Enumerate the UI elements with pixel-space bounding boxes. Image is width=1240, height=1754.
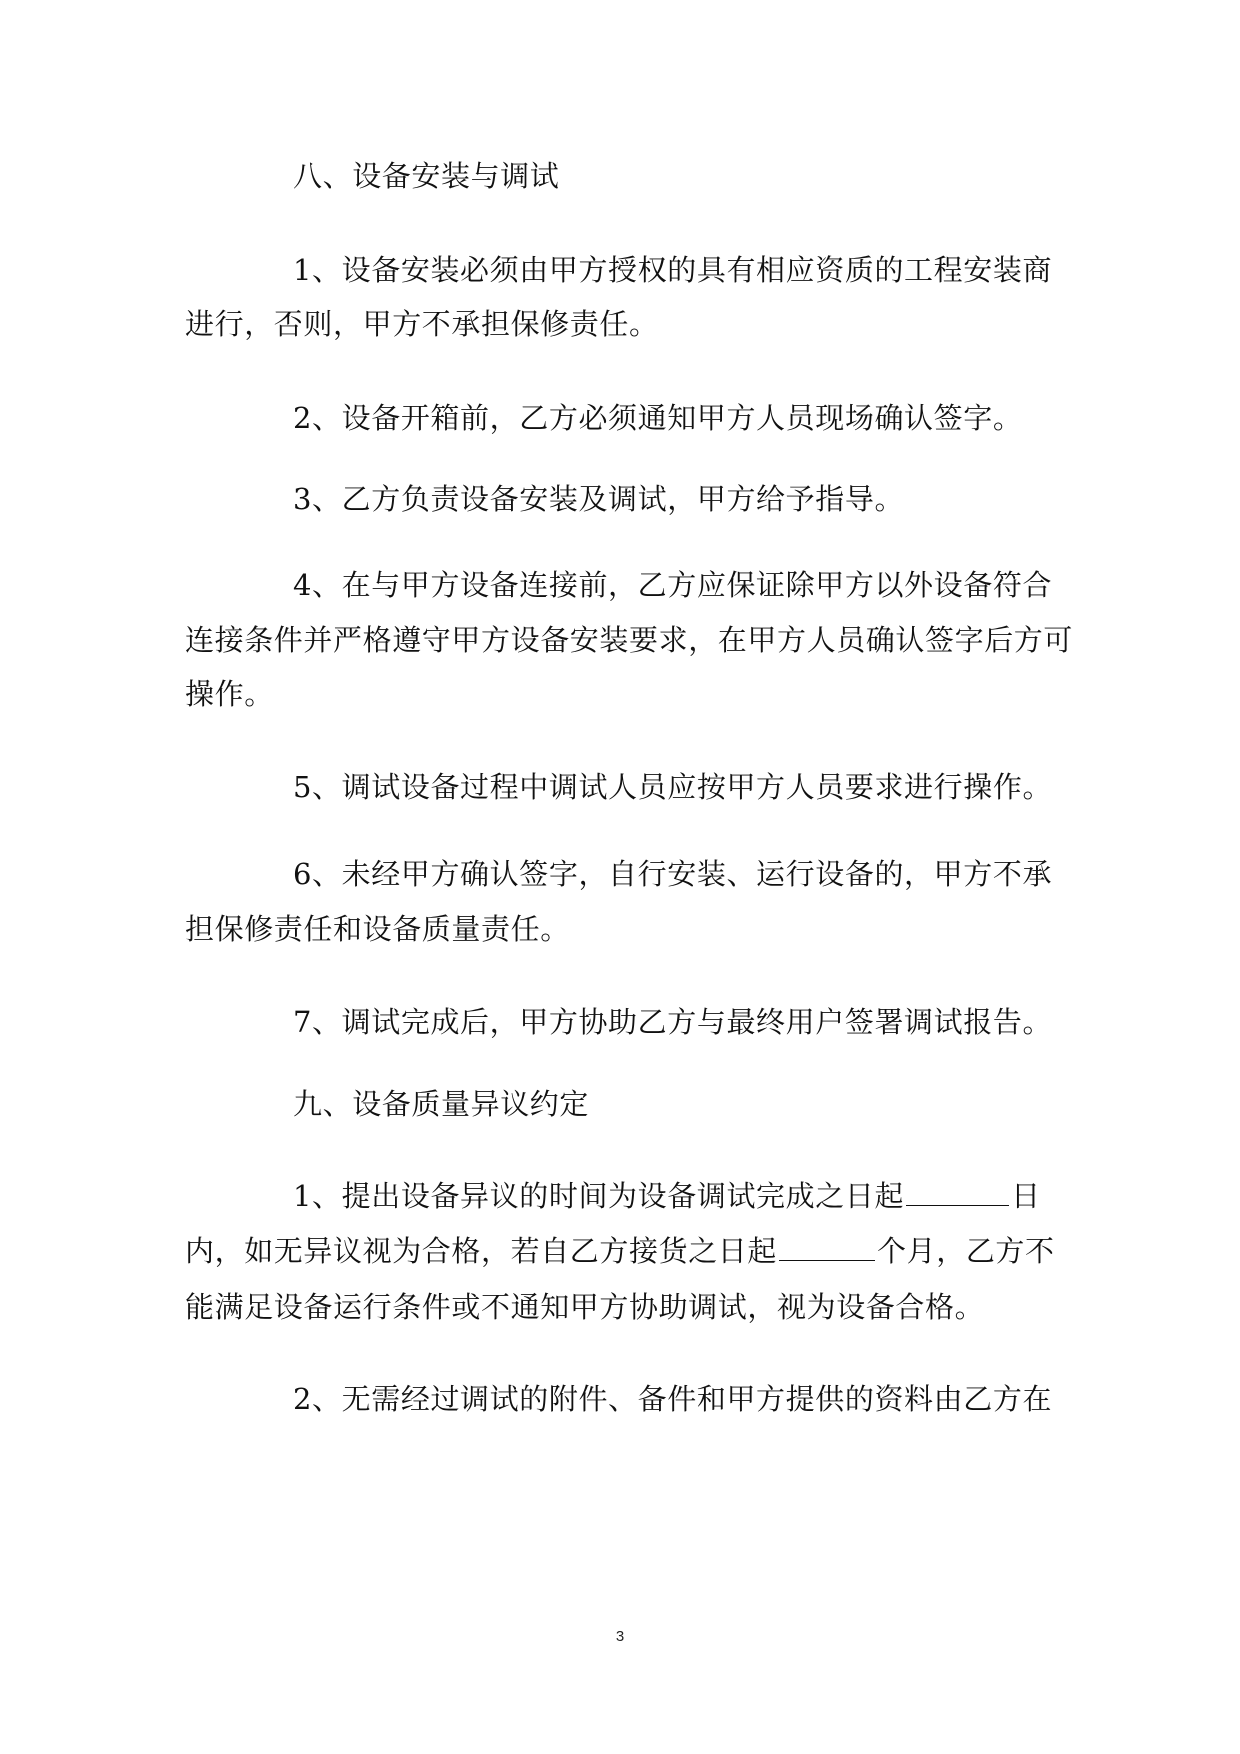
section-8-item-6-line-1: 6、未经甲方确认签字，自行安装、运行设备的，甲方不承 bbox=[293, 857, 1053, 891]
section-9-item-2-line-1: 2、无需经过调试的附件、备件和甲方提供的资料由乙方在 bbox=[293, 1382, 1053, 1416]
section-9-item-1-line-2-text: 内，如无异议视为合格，若自乙方接货之日起 bbox=[185, 1234, 778, 1268]
section-8-item-2-line-1: 2、设备开箱前，乙方必须通知甲方人员现场确认签字。 bbox=[293, 401, 1023, 435]
section-9-item-1-line-2-suffix: 个月，乙方不 bbox=[877, 1234, 1055, 1268]
section-8-item-5-line-1: 5、调试设备过程中调试人员应按甲方人员要求进行操作。 bbox=[293, 770, 1053, 804]
section-9-heading: 九、设备质量异议约定 bbox=[293, 1087, 590, 1121]
section-8-item-1-line-2: 进行，否则，甲方不承担保修责任。 bbox=[185, 307, 659, 341]
months-blank-field[interactable] bbox=[779, 1232, 875, 1261]
section-8-item-3-line-1: 3、乙方负责设备安装及调试，甲方给予指导。 bbox=[293, 482, 905, 516]
section-9-item-1-line-1-suffix: 日 bbox=[1011, 1179, 1041, 1213]
section-8-item-4-line-2: 连接条件并严格遵守甲方设备安装要求，在甲方人员确认签字后方可 bbox=[185, 623, 1074, 657]
section-8-item-6-line-2: 担保修责任和设备质量责任。 bbox=[185, 912, 570, 946]
section-9-item-1-line-3: 能满足设备运行条件或不通知甲方协助调试，视为设备合格。 bbox=[185, 1290, 985, 1324]
section-9-item-1-line-1-text: 1、提出设备异议的时间为设备调试完成之日起 bbox=[293, 1179, 905, 1213]
section-8-heading: 八、设备安装与调试 bbox=[293, 159, 560, 193]
section-8-item-4-line-3: 操作。 bbox=[185, 677, 274, 711]
page-number: 3 bbox=[615, 1628, 625, 1645]
section-9-item-1-line-2 bbox=[185, 1231, 1065, 1271]
section-8-item-7-line-1: 7、调试完成后，甲方协助乙方与最终用户签署调试报告。 bbox=[293, 1005, 1053, 1039]
section-9-item-1-line-1 bbox=[293, 1176, 1173, 1216]
section-8-item-1-line-1: 1、设备安装必须由甲方授权的具有相应资质的工程安装商 bbox=[293, 253, 1053, 287]
section-8-item-4-line-1: 4、在与甲方设备连接前，乙方应保证除甲方以外设备符合 bbox=[293, 568, 1053, 602]
days-blank-field[interactable] bbox=[906, 1177, 1009, 1206]
